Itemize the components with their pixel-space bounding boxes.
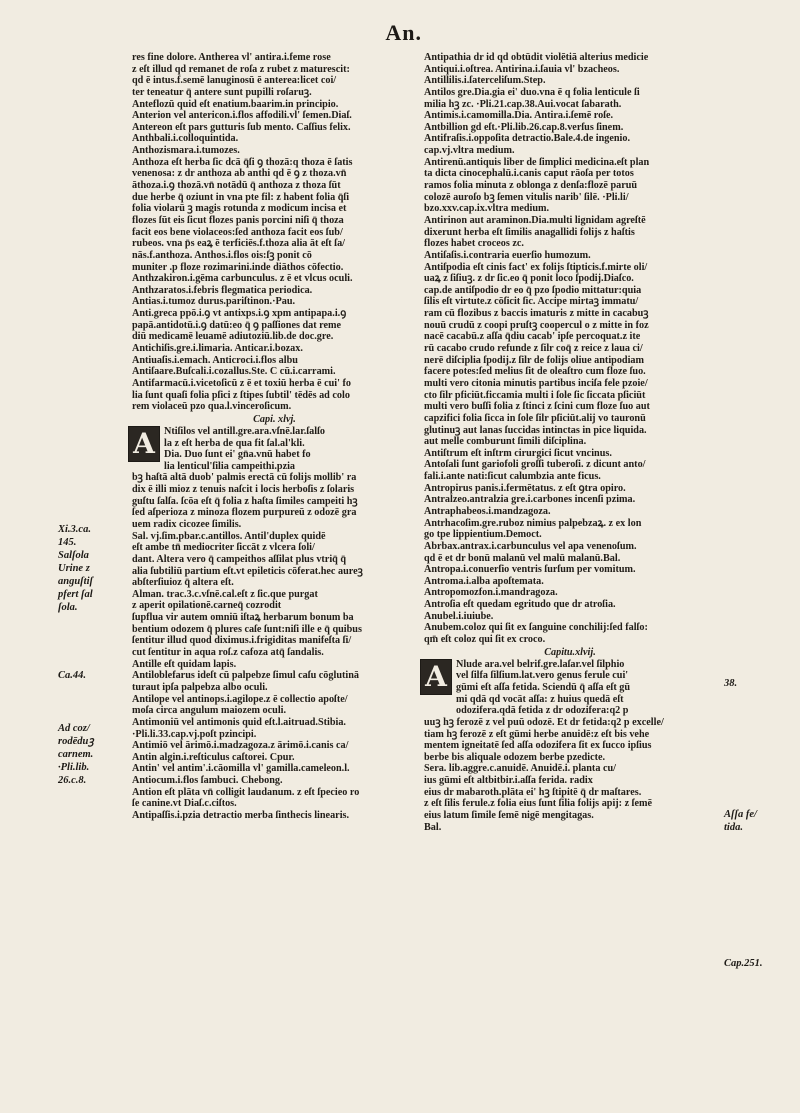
text-line: Sal. vj.ſim.pbar.c.antillos. Antil'duplex quidē <box>132 530 326 542</box>
text-line: alia ſubtiliū partium eſt.vt epileticis cōferat.hec aureꝫ <box>132 565 363 577</box>
text-line: aut melle comburunt ſimili diſciplina. <box>424 436 587 448</box>
text-line: Antimiō vel ārimō.i.madzagoza.z ārimō.i.canis ca/ <box>132 740 349 752</box>
text-line: due herbe q̄ oziunt in vna pte fil: z habent folia q̄ſi <box>132 191 350 203</box>
text-line: Antiſaſis.i.contraria euerſio humozum. <box>424 249 591 261</box>
text-line: Antropirus panis.i.fermētatus. z eſt ꝯtra opiro. <box>424 482 626 494</box>
text-line: rū cacabo crudo refunde z ſilr coq̄ z reice z laua ci/ <box>424 343 643 355</box>
text-line: eius latum ſimile ſemē nigē mengitagas. <box>424 810 594 821</box>
text-line: capzifici folia ſicca in ſole ſilr pſiciūt.alij vo tauronū <box>424 412 646 424</box>
text-line: bꝫ haſtā altā duob' palmis erectā cū folijs mollib' ra <box>132 472 357 484</box>
text-line: Antille eſt quidam lapis. <box>132 658 237 670</box>
text-line: ·Pli.li.33.cap.vj.poſt pzincipi. <box>132 728 257 740</box>
text-line: eſt ambe tn̄ mediocriter ſiccāt z vlcera ſoli/ <box>132 542 315 554</box>
text-line: Antirinon aut araminon.Dia.multi lignidam agreſtē <box>424 214 646 226</box>
margin-note: ſola. <box>58 602 78 613</box>
margin-note: 145. <box>58 537 77 548</box>
text-line: odozifera.qdā fetida z dr odozifera:q2 p <box>456 705 629 717</box>
text-line: glutinuꝫ aut lanas ſuccidas intinctas in pice liquida. <box>424 424 647 436</box>
text-line: muniter .p floze rozimarini.inde diāthos cōfectio. <box>132 261 344 273</box>
text-line: Anteflozū quid eſt enatium.baarim.in principio. <box>132 98 339 110</box>
margin-note: Urine z <box>58 563 90 574</box>
text-line: uuꝫ hꝫ ferozē z vel puū odozē. Et dr fetida:q2 p excelle/ <box>424 716 664 728</box>
text-line: ius gūmi eſt altbitbir.i.aſſa ferida. radix <box>424 775 593 787</box>
text-line: Antilos gre.Dia.gia ei' duo.vna ē q folia lenticule ſi <box>424 86 640 98</box>
margin-note: Ca.44. <box>58 670 87 681</box>
text-line: Antias.i.tumoz durus.pariſtinon.·Pau. <box>132 296 296 308</box>
text-line: Dia. Duo ſunt ei' gn̄a.vnū habet fo <box>164 449 311 461</box>
text-line: Antirenū.antiquis liber de ſimplici medicina.eſt plan <box>424 156 650 168</box>
text-line: rem violaceū pzo qua.l.vinceroſicum. <box>132 401 292 413</box>
text-line: folia violarū ꝫ magis rotunda z modicum incisa et <box>132 203 347 215</box>
text-line: Antipathia dr id qd obtūdit violētiā alterius medicie <box>424 52 649 63</box>
text-line: Anthoza eſt herba ſic dcā q̄ſi ꝯ thozā:q thoza ē ſatis <box>132 156 353 168</box>
text-line: la z eſt herba de qua fit ſal.al'kli. <box>164 437 305 449</box>
text-line: Antion eſt plāta vn̄ colligit laudanum. z eſt ſpecieo ro <box>132 786 360 798</box>
text-line: Antroma.i.alba apoſtemata. <box>424 575 544 587</box>
text-line: Antifarmacū.i.vicetoſicū z ē et toxiū herba ē cui' fo <box>132 377 351 389</box>
text-line: Antiſpodia eſt cinis fact' ex folijs ſtipticis.f.mirte oli/ <box>424 261 648 273</box>
text-line: Anthzakiron.i.gēma carbunculus. z ē et vlcus oculi. <box>132 273 353 285</box>
margin-note: anguſtiſ <box>58 576 94 587</box>
text-line: mi qdā qd vocāt aſſa: z huius quedā eſt <box>456 693 624 705</box>
text-line: res fine dolore. Antherea vl' antira.i.feme rose <box>132 52 331 63</box>
text-line: z eſt ſilis ferule.z folia eius ſunt ſilia folijs apij: z ſemē <box>424 798 653 810</box>
text-line: uem radix cicozee ſimilis. <box>132 518 242 530</box>
text-line: gūmi eſt aſſa fetida. Sciendū q̄ aſſa eſt gū <box>456 681 631 693</box>
text-line: eius dr mabaroth.plāta ei' hꝫ ſtipitē q̄ dr maſtares. <box>424 786 642 798</box>
text-line: ſentitur illud quod diximus.i.frigiditas manifeſta ſi/ <box>132 635 352 647</box>
margin-note: Xi.3.ca. <box>58 524 91 535</box>
page-title: An. <box>385 20 422 45</box>
text-line: abſterſiuioz q̄ altera eſt. <box>132 577 234 589</box>
text-line: ſilis eſt virtute.z cōſicit ſic. Accipe mirtaꝫ immatu/ <box>424 296 639 308</box>
text-line: Antillilis.i.ſaterceliſum.Step. <box>424 75 546 87</box>
text-line: berbe bis aliquale odozem berbe pzedicte. <box>424 751 606 763</box>
text-line: colozē auroſo bꝫ ſemen vitulis narib' ſilē. ·Pli.li/ <box>424 191 629 203</box>
text-line: Sera. lib.aggre.c.anuidē. Anuidē.i. planta cu/ <box>424 763 616 775</box>
margin-note: Salſola <box>58 550 89 561</box>
margin-note: ·Pli.lib. <box>58 762 90 773</box>
text-line: bentium odozem q̄ plures caſe ſunt:niſi ille e q̄ quibus <box>132 623 362 635</box>
margin-note: Ad coz/ <box>58 723 90 734</box>
margin-note: Cap.251. <box>724 958 763 969</box>
text-line: ta dicta cinocephalū.i.canis caput rāoſa per totos <box>424 168 634 180</box>
text-line: Antilope vel antinops.i.agilope.z ē collectio apoſte/ <box>132 693 348 705</box>
margin-note: 26.c.8. <box>58 775 87 786</box>
right-column <box>424 52 716 833</box>
line-text: Nlude ara.vel belrif.gre.laſar.vel ſilphio <box>456 658 625 670</box>
text-line: multi vero buſſi folia z ſtinci z ſcini cum floze ſuo aut <box>424 401 650 413</box>
text-line: dixerunt herba eſt ſimilis anagallidi folijs z haſtis <box>424 226 635 238</box>
text-line: Antropomozfon.i.mandragoza. <box>424 587 558 599</box>
text-line: venenosa: z dr anthoza ab anthi qd ē ꝯ z thoza.vn̄ <box>132 168 347 180</box>
text-line: moſa circa angulum maiozem oculi. <box>132 705 287 717</box>
text-line: Anubem.coloz qui ſit ex ſanguine conchilij:ſed falſo: <box>424 622 648 634</box>
text-line: rubeos. vna p̄s eaꝝ ē terficiēs.f.thoza alia āt eſt ſa/ <box>132 238 345 250</box>
text-line: cto ſilr pficiūt.ficcamia multi i ſole ſic ſiccata pſiciūt <box>424 389 646 401</box>
text-line: ram cū flozibus z baccis imaturis z mitte in cacabuꝫ <box>424 308 649 320</box>
text-line: lia lenticul'ſilia campeithi.pzia <box>164 460 296 472</box>
text-line: āthoza.i.ꝯ thozā.vn̄ notādū q̄ anthoza z thoza ſūt <box>132 180 341 192</box>
text-line: nerē diſciplia ſpodij.z ſilr de folijs oliue antipodiam <box>424 354 644 366</box>
margin-note: carnem. <box>58 749 94 760</box>
margin-note: rodēduꝫ <box>58 736 94 747</box>
text-line: cap.vj.vltra medium. <box>424 145 515 157</box>
text-line: Anthzaratos.i.febris flegmatica periodica. <box>132 284 313 296</box>
left-column <box>132 52 417 822</box>
text-line: fali.i.ante nati:ſicut calumbzia ante ficus. <box>424 471 601 483</box>
text-line: Alman. trac.3.c.vſnē.cal.eſt z ſic.que purgat <box>132 588 318 600</box>
text-line: multi vero citonia minutis partibus inciſa fele pzoie/ <box>424 377 648 389</box>
text-line: Antiloblefarus ideſt cū palpebze ſimul caſu cōglutinā <box>132 670 359 682</box>
text-line: Bal. <box>424 821 442 833</box>
text-line: cut ſentitur in aqua roſ.z cafoza atq̄ ſandalis. <box>132 647 324 659</box>
text-line: Antraphabeos.i.mandzagoza. <box>424 505 551 517</box>
drop-cap-initial: A <box>420 659 452 695</box>
text-line: tiam hꝫ ferozē z eſt gūmi herbe anuidē:z eſt bis vehe <box>424 728 650 740</box>
page-header <box>0 14 800 54</box>
text-line: Antropa.i.conuerſio ventris ſurſum per vomitum. <box>424 564 636 576</box>
text-line: milia hꝫ zc. ·Pli.21.cap.38.Aui.vocat ſabarath. <box>424 98 622 110</box>
text-line: uaꝝ z ſiſiuꝫ. z dr ſic.eo q̄ ponit loco ſpodij.Diaſco. <box>424 273 634 285</box>
text-line: Abrbax.antrax.i.carbunculus vel apa venenoſum. <box>424 540 637 552</box>
text-line: Anti.greca ppō.i.ꝯ vt antixps.i.ꝯ xpm antipapa.i.ꝯ <box>132 308 347 320</box>
text-line: Antroſia eſt quedam egritudo que dr atroſia. <box>424 599 616 611</box>
text-line: nās.f.anthoza. Anthos.i.flos ois:ſꝫ ponit cō <box>132 249 312 261</box>
chapter-heading: Capi. xlvj. <box>253 413 296 425</box>
text-line: Antbillion gd eſt.·Pli.lib.26.cap.8.verſus ſinem. <box>424 121 624 133</box>
text-line: Antin' vel antim'.i.cāomilla vl' gamilla.cameleon.l. <box>132 763 350 775</box>
text-line: cap.de antiſpodio dr eo q̄ pzo ſpodio mittatur:quia <box>424 284 642 296</box>
text-line: flozes habet croceos zc. <box>424 238 524 250</box>
text-line: ſe canine.vt Diaſ.c.ciſtos. <box>132 798 237 810</box>
text-line: papā.antidotū.i.ꝯ datū:eo q̄ ꝯ paſſiones dat reme <box>132 319 342 331</box>
text-line: qd ē intus.f.semē lanuginosū ē anterea:licet coi/ <box>132 75 337 87</box>
text-line: nouū crudū z coopi pruſtꝫ coopercul o z mitte in foz <box>424 319 649 331</box>
line-text: Ntiſilos vel antill.gre.ara.vſnē.lar.ſalſo <box>164 425 326 437</box>
margin-note: pfert ſal <box>58 589 93 600</box>
text-line: Anubel.i.iuiube. <box>424 610 494 622</box>
text-line: dix ē illi mioz z tenuis naſcit i locis herboſis z ſolaris <box>132 484 355 496</box>
text-line: go tpe lippientium.Democt. <box>424 529 542 541</box>
text-line: Antipaſſis.i.pzia detractio merba ſinthecis linearis. <box>132 810 350 821</box>
text-line: vel ſilfa ſilſium.lat.vero genus ferule cui' <box>456 670 629 682</box>
text-line: facit eos bene violaceos:ſed anthoza facit eos ſub/ <box>132 226 343 238</box>
text-line: bzo.xxv.cap.ix.vltra medium. <box>424 203 550 215</box>
text-line: Antiſaare.Buſcali.i.cozallus.Ste. C cū.i.carrami. <box>132 366 336 378</box>
text-line: Antiqui.i.oſtrea. Antirina.i.ſauia vl' bzacheos. <box>424 63 620 75</box>
text-line: Antiſtrum eſt inſtrm cirurgici ſicut vncinus. <box>424 447 612 459</box>
text-line: ter teneatur q̄ antere sunt pupilli roſaruꝫ. <box>132 86 312 98</box>
text-line: guſtu ſalſa. ſcōa eſt q̄ folia z haſta ſimiles campeiti hꝫ <box>132 495 358 507</box>
text-line: diū medicamē leuamē adiutoziū.lib.de doc.gre. <box>132 331 334 343</box>
text-line: Anterion vel antericon.i.flos affodili.vl' ſemen.Diaſ. <box>132 110 352 122</box>
text-line: Antralzeo.antralzia gre.i.carbones incenſi pzima. <box>424 494 636 506</box>
text-line: facere potes:ſed melius ſit de oleaſtro cum floze ſuo. <box>424 366 646 378</box>
text-line: qm̄ eſt coloz qui ſit ex croco. <box>424 634 546 646</box>
text-line: Antichiſis.gre.i.limaria. Anticar.i.bozax. <box>132 343 303 355</box>
text-line: z eſt illud qd remanet de roſa z rubet z maturescit: <box>132 63 350 75</box>
text-line: lia ſunt quaſi folia pſici z ſtipes ſubtil' tēdēs ad colo <box>132 389 350 401</box>
text-line: Antimis.i.camomilla.Dia. Antira.i.ſemē roſe. <box>424 110 614 122</box>
text-line: Antiuaſis.i.emach. Anticroci.i.flos albu <box>132 354 298 366</box>
text-line: z aperit opilationē.carneq̄ cozrodit <box>132 600 282 612</box>
text-line: ſupflua vir autem omniū iſtaꝝ herbarum bonum ba <box>132 612 354 624</box>
text-line: nacē cacabū.z aſſa q̄diu cacab' ipſe percoquat.z ite <box>424 331 641 343</box>
chapter-heading: Capitu.xlvij. <box>544 646 596 658</box>
text-line: Antin algin.i.reſticulus caſtorei. Cpur. <box>132 751 295 763</box>
text-line: mentem igneitatē ſed aſſa odozifera ſit ex ſucco ipſius <box>424 740 652 752</box>
text-line: ramos folia minuta z oblonga z denſa:flozē paruū <box>424 180 638 192</box>
text-line: dant. Altera vero q̄ campeithos aſſilat plus vtriq̄ q̄ <box>132 553 347 565</box>
drop-cap-initial: A <box>128 426 160 462</box>
text-line: Anthbali.i.colloquintida. <box>132 133 239 145</box>
text-line: flozes ſūt eis ſicut flozes panis porcini niſi q̄ thoza <box>132 214 344 226</box>
text-line: turaut ipſa palpebza albo oculi. <box>132 681 268 693</box>
text-line: Antoſali ſunt gariofoli groſſi tuberoſi. z dicunt anto/ <box>424 459 646 471</box>
text-line: qd ē et dr bonū malanū vel malū malanū.Bal. <box>424 552 621 564</box>
margin-note: tida. <box>724 822 743 833</box>
margin-note: Aſſa fe/ <box>724 809 757 820</box>
text-line: Antereon eſt pars gutturis ſub mento. Caſſius felix. <box>132 121 351 133</box>
text-line: Anthozismara.i.tumozes. <box>132 145 240 157</box>
margin-note: 38. <box>724 678 738 689</box>
text-line: Antiocum.i.flos ſambuci. Chebong. <box>132 775 283 787</box>
text-line: Antrhacoſim.gre.ruboz nimius palpebzaꝝ. z ex lon <box>424 517 642 529</box>
text-line: ſed aſperioza z minoza flozem purpureū z odozē gra <box>132 507 357 519</box>
text-line: Antifraſis.i.oppoſita detractio.Bale.4.de ingenio. <box>424 133 631 145</box>
text-line: Antimoniū vel antimonis quid eſt.l.aitruad.Stibia. <box>132 716 346 728</box>
